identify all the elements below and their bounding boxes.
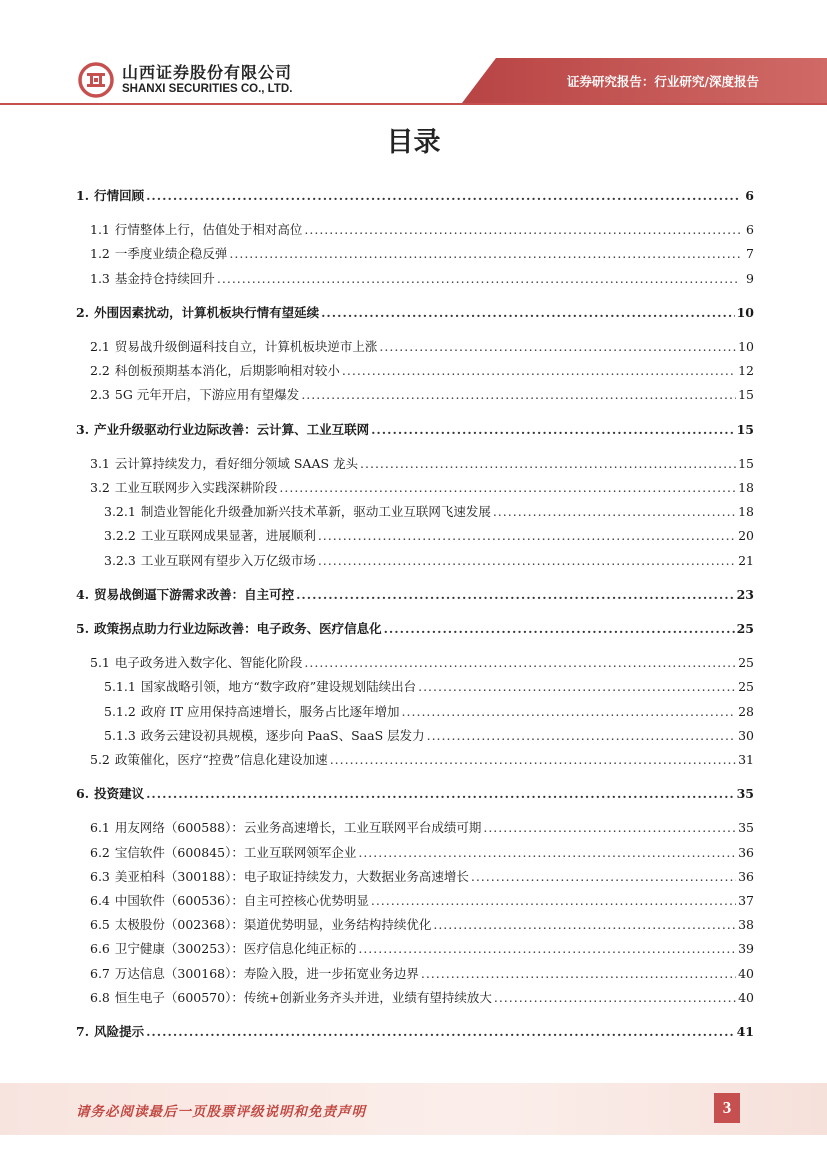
toc-entry[interactable] xyxy=(76,186,754,206)
toc-entry-number: 1. xyxy=(76,188,90,203)
toc-entry[interactable] xyxy=(76,526,754,546)
toc-entry-number: 3. xyxy=(76,421,90,437)
toc-entry-page: 18 xyxy=(738,480,754,495)
toc-entry-page: 7 xyxy=(746,246,754,262)
toc-entry-number: 1.2 xyxy=(90,246,110,262)
toc-leader-dots xyxy=(296,585,735,605)
toc-entry-number: 6.7 xyxy=(90,965,110,981)
toc-leader-dots xyxy=(318,526,736,546)
toc-entry-number: 3.2.2 xyxy=(104,528,136,544)
toc-entry-page: 25 xyxy=(738,679,754,695)
toc-entry[interactable] xyxy=(76,726,754,746)
toc-entry[interactable] xyxy=(76,843,754,863)
toc-leader-dots xyxy=(433,915,736,935)
toc-entry[interactable] xyxy=(76,551,754,571)
toc-leader-dots xyxy=(379,337,736,357)
toc-entry-title: 行情回顾 xyxy=(94,188,145,203)
toc-entry-title: 基金持仓持续回升 xyxy=(114,270,215,286)
toc-leader-dots xyxy=(360,454,736,474)
toc-entry[interactable] xyxy=(76,337,754,357)
page-number: 3 xyxy=(714,1093,740,1123)
toc-entry[interactable] xyxy=(76,915,754,935)
toc-entry-number: 6.2 xyxy=(90,844,110,860)
toc-entry-page: 15 xyxy=(738,387,754,403)
toc-leader-dots xyxy=(384,619,735,639)
toc-entry-title: 科创板预期基本消化，后期影响相对较小 xyxy=(114,363,340,379)
toc-entry-number: 6.5 xyxy=(90,917,110,933)
toc-entry[interactable] xyxy=(76,750,754,770)
toc-entry-number: 3.1 xyxy=(90,455,110,471)
toc-entry-title: 万达信息（300168）：寿险入股，进一步拓宽业务边界 xyxy=(114,965,419,981)
toc-entry-number: 3.2 xyxy=(90,480,110,495)
toc-leader-dots xyxy=(471,867,736,887)
toc-entry-number: 5.2 xyxy=(90,752,110,767)
toc-entry-page: 28 xyxy=(738,703,754,719)
toc-entry[interactable] xyxy=(76,619,754,639)
toc-entry-page: 10 xyxy=(738,339,754,354)
company-logo-icon xyxy=(78,62,114,98)
toc-entry-title: 宝信软件（600845）：工业互联网领军企业 xyxy=(114,844,357,860)
toc-entry-number: 4. xyxy=(76,586,90,602)
toc-entry[interactable] xyxy=(76,244,754,264)
toc-leader-dots xyxy=(146,784,735,804)
toc-entry-page: 30 xyxy=(738,727,754,743)
toc-entry-title: 太极股份（002368）：渠道优势明显，业务结构持续优化 xyxy=(114,917,432,933)
toc-entry[interactable] xyxy=(76,677,754,697)
toc-leader-dots xyxy=(427,726,736,746)
toc-entry-number: 6.6 xyxy=(90,941,110,957)
footer-disclaimer: 请务必阅读最后一页股票评级说明和免责声明 xyxy=(76,1104,366,1120)
toc-entry-title: 一季度业绩企稳反弹 xyxy=(114,246,228,262)
toc-leader-dots xyxy=(358,843,736,863)
toc-entry[interactable] xyxy=(76,269,754,289)
toc-entry-page: 25 xyxy=(736,621,754,636)
toc-entry-page: 6 xyxy=(746,222,754,238)
toc-entry-number: 6.3 xyxy=(90,868,110,884)
toc-entry-page: 36 xyxy=(738,844,754,860)
toc-entry-title: 政策拐点助力行业边际改善：电子政务、医疗信息化 xyxy=(94,621,382,636)
toc-entry[interactable] xyxy=(76,220,754,240)
toc-entry-page: 35 xyxy=(738,820,754,836)
toc-entry[interactable] xyxy=(76,478,754,498)
toc-leader-dots xyxy=(318,551,736,571)
toc-leader-dots xyxy=(301,385,736,405)
toc-leader-dots xyxy=(371,891,736,911)
toc-entry-title: 卫宁健康（300253）：医疗信息化纯正标的 xyxy=(114,941,357,957)
toc-entry-number: 6.1 xyxy=(90,820,110,836)
toc-entry-number: 5.1.3 xyxy=(104,727,136,743)
toc-entry[interactable] xyxy=(76,502,754,522)
toc-leader-dots xyxy=(304,220,740,240)
toc-entry[interactable] xyxy=(76,939,754,959)
toc-entry-number: 5.1 xyxy=(90,655,110,671)
toc-entry-title: 风险提示 xyxy=(94,1024,145,1039)
toc-entry-number: 6.8 xyxy=(90,989,110,1005)
toc-entry-page: 23 xyxy=(736,586,754,602)
toc-entry-title: 用友网络（600588）：云业务高速增长，工业互联网平台成绩可期 xyxy=(114,820,482,836)
toc-entry[interactable] xyxy=(76,702,754,722)
toc-leader-dots xyxy=(229,244,740,264)
toc-entry-page: 38 xyxy=(738,917,754,933)
toc-leader-dots xyxy=(279,478,736,498)
toc-entry[interactable] xyxy=(76,385,754,405)
toc-entry-title: 5G 元年开启，下游应用有望爆发 xyxy=(114,387,300,403)
toc-leader-dots xyxy=(402,702,737,722)
toc-entry[interactable] xyxy=(76,303,754,323)
toc-entry-page: 35 xyxy=(736,786,754,802)
toc-entry[interactable] xyxy=(76,867,754,887)
toc-entry-page: 20 xyxy=(738,528,754,544)
toc-entry[interactable] xyxy=(76,420,754,440)
toc-leader-dots xyxy=(494,988,736,1008)
toc-entry-number: 1.1 xyxy=(90,222,110,238)
toc-entry[interactable] xyxy=(76,585,754,605)
toc-entry-page: 39 xyxy=(738,941,754,957)
toc-entry-page: 36 xyxy=(738,868,754,884)
toc-entry[interactable] xyxy=(76,964,754,984)
toc-entry-title: 贸易战升级倒逼科技自立，计算机板块逆市上涨 xyxy=(114,339,378,354)
toc-entry-page: 6 xyxy=(745,188,754,203)
toc-entry-page: 15 xyxy=(738,455,754,471)
toc-entry-title: 行情整体上行，估值处于相对高位 xyxy=(114,222,303,238)
toc-leader-dots xyxy=(371,420,735,440)
toc-leader-dots xyxy=(358,939,736,959)
toc-entry-title: 工业互联网成果显著，进展顺利 xyxy=(140,528,316,544)
company-name-en: SHANXI SECURITIES CO., LTD. xyxy=(122,83,293,95)
toc-entry-number: 2.3 xyxy=(90,387,110,403)
toc-leader-dots xyxy=(217,269,740,289)
toc-leader-dots xyxy=(304,653,736,673)
header-divider xyxy=(0,103,827,105)
toc-entry-number: 1.3 xyxy=(90,270,110,286)
toc-entry-page: 15 xyxy=(736,421,754,437)
toc-entry[interactable] xyxy=(76,1022,754,1042)
toc-leader-dots xyxy=(321,303,735,323)
toc-entry-title: 美亚柏科（300188）：电子取证持续发力，大数据业务高速增长 xyxy=(114,868,469,884)
toc-entry-number: 6.4 xyxy=(90,893,110,908)
toc-entry-number: 3.2.1 xyxy=(104,504,136,520)
toc-entry-page: 21 xyxy=(738,552,754,568)
toc-leader-dots xyxy=(146,1022,735,1042)
report-type-label: 证券研究报告：行业研究/深度报告 xyxy=(566,74,759,89)
toc-entry-title: 国家战略引领，地方“数字政府”建设规划陆续出台 xyxy=(140,679,417,695)
toc-entry-page: 31 xyxy=(738,752,754,767)
toc-title: 目录 xyxy=(386,127,441,158)
toc-leader-dots xyxy=(421,964,736,984)
toc-entry-title: 工业互联网步入实践深耕阶段 xyxy=(114,480,278,495)
toc-entry-title: 贸易战倒逼下游需求改善：自主可控 xyxy=(94,586,295,602)
toc-entry-title: 电子政务进入数字化、智能化阶段 xyxy=(114,655,303,671)
toc-entry-title: 产业升级驱动行业边际改善：云计算、工业互联网 xyxy=(94,421,370,437)
toc-entry-page: 12 xyxy=(738,363,754,379)
toc-entry-number: 5. xyxy=(76,621,90,636)
toc-entry[interactable] xyxy=(76,988,754,1008)
toc-entry-title: 工业互联网有望步入万亿级市场 xyxy=(140,552,316,568)
toc-entry-page: 9 xyxy=(746,270,754,286)
toc-entry-page: 40 xyxy=(738,989,754,1005)
toc-leader-dots xyxy=(418,677,736,697)
toc-entry-title: 政策催化，医疗“控费”信息化建设加速 xyxy=(114,752,328,767)
toc-entry[interactable] xyxy=(76,454,754,474)
toc-entry-title: 制造业智能化升级叠加新兴技术革新，驱动工业互联网飞速发展 xyxy=(140,504,491,520)
toc-entry-title: 中国软件（600536）：自主可控核心优势明显 xyxy=(114,893,369,908)
toc-entry-title: 恒生电子（600570）：传统+创新业务齐头并进，业绩有望持续放大 xyxy=(114,989,492,1005)
toc-leader-dots xyxy=(483,818,736,838)
page-header xyxy=(0,0,827,105)
toc-entry-title: 投资建议 xyxy=(94,786,145,802)
toc-leader-dots xyxy=(330,750,736,770)
toc-entry-number: 2.2 xyxy=(90,363,110,379)
toc-entry-number: 5.1.1 xyxy=(104,679,136,695)
toc-entry-page: 37 xyxy=(738,893,754,908)
toc-leader-dots xyxy=(493,502,736,522)
toc-entry-title: 云计算持续发力，看好细分领域 SAAS 龙头 xyxy=(114,455,359,471)
toc-entry-title: 政府 IT 应用保持高速增长，服务占比逐年增加 xyxy=(140,703,400,719)
toc-entry-number: 3.2.3 xyxy=(104,552,136,568)
toc-entry-page: 41 xyxy=(736,1024,754,1039)
toc-entry-page: 25 xyxy=(738,655,754,671)
toc-entry-number: 5.1.2 xyxy=(104,703,136,719)
toc-leader-dots xyxy=(342,361,736,381)
toc-entry-page: 18 xyxy=(738,504,754,520)
toc-entry[interactable] xyxy=(76,891,754,911)
toc-entry-number: 2. xyxy=(76,304,90,320)
toc-entry-title: 外围因素扰动，计算机板块行情有望延续 xyxy=(94,304,320,320)
toc-entry[interactable] xyxy=(76,818,754,838)
toc-entry-number: 2.1 xyxy=(90,339,110,354)
toc-entry-number: 7. xyxy=(76,1024,90,1039)
toc-entry[interactable] xyxy=(76,361,754,381)
toc-leader-dots xyxy=(146,186,740,206)
toc-entry-page: 40 xyxy=(738,965,754,981)
toc-entry-number: 6. xyxy=(76,786,90,802)
toc-entry[interactable] xyxy=(76,653,754,673)
toc-entry[interactable] xyxy=(76,784,754,804)
company-name-cn: 山西证券股份有限公司 xyxy=(122,63,293,82)
toc-entry-page: 10 xyxy=(736,304,754,320)
toc-entry-title: 政务云建设初具规模，逐步向 PaaS、SaaS 层发力 xyxy=(140,727,425,743)
